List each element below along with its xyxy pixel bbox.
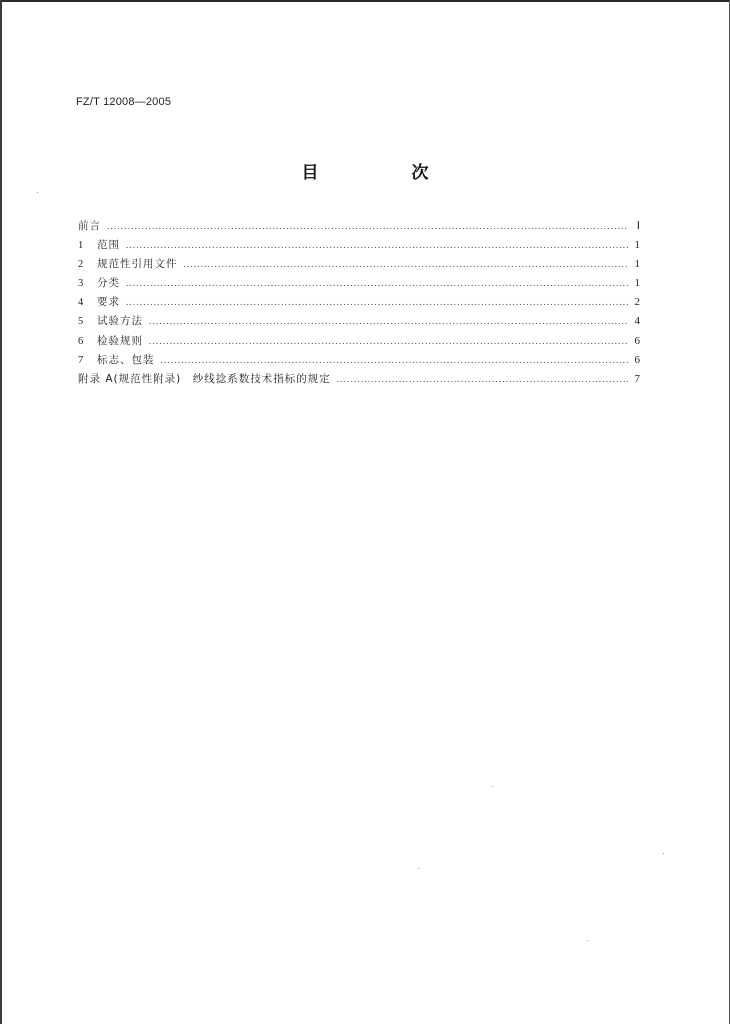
scan-speck: [587, 940, 588, 941]
toc-entry-label: 范围: [97, 239, 120, 252]
toc-entry-number: 7: [78, 354, 84, 366]
toc-dot-leader: [126, 278, 628, 288]
toc-dot-leader: [149, 336, 628, 346]
document-code: FZ/T 12008—2005: [76, 96, 172, 108]
toc-entry-classification[interactable]: [78, 275, 640, 294]
toc-entry-foreword[interactable]: [78, 218, 640, 237]
scan-speck: [37, 192, 38, 193]
toc-entry-number: 1: [78, 240, 84, 252]
toc-dot-leader: [161, 355, 629, 365]
toc-entry-label: 规范性引用文件: [97, 258, 178, 271]
toc-dot-leader: [184, 259, 629, 269]
toc-entry-number: 3: [78, 278, 84, 290]
toc-entry-annex-a[interactable]: [78, 371, 640, 390]
scan-speck: [492, 786, 493, 787]
toc-entry-label: 试验方法: [97, 315, 143, 328]
toc-entry-page: 7: [634, 372, 640, 385]
toc-entry-label: 前言: [78, 220, 101, 232]
toc-dot-leader: [126, 297, 628, 307]
toc-entry-label: 标志、包装: [97, 353, 155, 366]
toc-entry-test-methods[interactable]: [78, 313, 640, 332]
toc-entry-page: 6: [634, 353, 640, 366]
toc-entry-label: 分类: [97, 277, 120, 290]
scan-edge-top: [0, 0, 730, 2]
toc-entry-page: 2: [634, 296, 640, 309]
toc-entry-number: 2: [78, 259, 84, 271]
toc-entry-scope[interactable]: [78, 237, 640, 256]
toc-entry-label: 附录 A(规范性附录) 纱线捻系数技术指标的规定: [78, 372, 331, 385]
toc-dot-leader: [337, 374, 628, 384]
toc-entry-page: 1: [634, 277, 640, 290]
toc-entry-normative-references[interactable]: [78, 256, 640, 275]
table-of-contents: [78, 218, 640, 390]
toc-entry-number: 4: [78, 297, 84, 309]
toc-entry-marking-packaging[interactable]: [78, 352, 640, 371]
toc-entry-page: 6: [634, 334, 640, 347]
toc-entry-label: 检验规则: [97, 334, 143, 347]
toc-dot-leader: [149, 316, 628, 326]
scan-speck: [663, 853, 664, 854]
toc-entry-requirements[interactable]: [78, 294, 640, 313]
scan-edge-left: [0, 0, 2, 1024]
toc-dot-leader: [107, 221, 628, 231]
toc-entry-page: 4: [634, 315, 640, 328]
scan-speck: [418, 868, 419, 869]
toc-entry-inspection-rules[interactable]: [78, 333, 640, 352]
toc-entry-label: 要求: [97, 296, 120, 309]
toc-dot-leader: [126, 240, 628, 250]
toc-entry-number: 6: [78, 335, 84, 347]
toc-entry-page: Ⅰ: [636, 220, 640, 232]
toc-entry-page: 1: [634, 239, 640, 252]
toc-entry-number: 5: [78, 316, 84, 328]
toc-entry-page: 1: [634, 258, 640, 271]
toc-title: 目 次: [301, 163, 467, 183]
